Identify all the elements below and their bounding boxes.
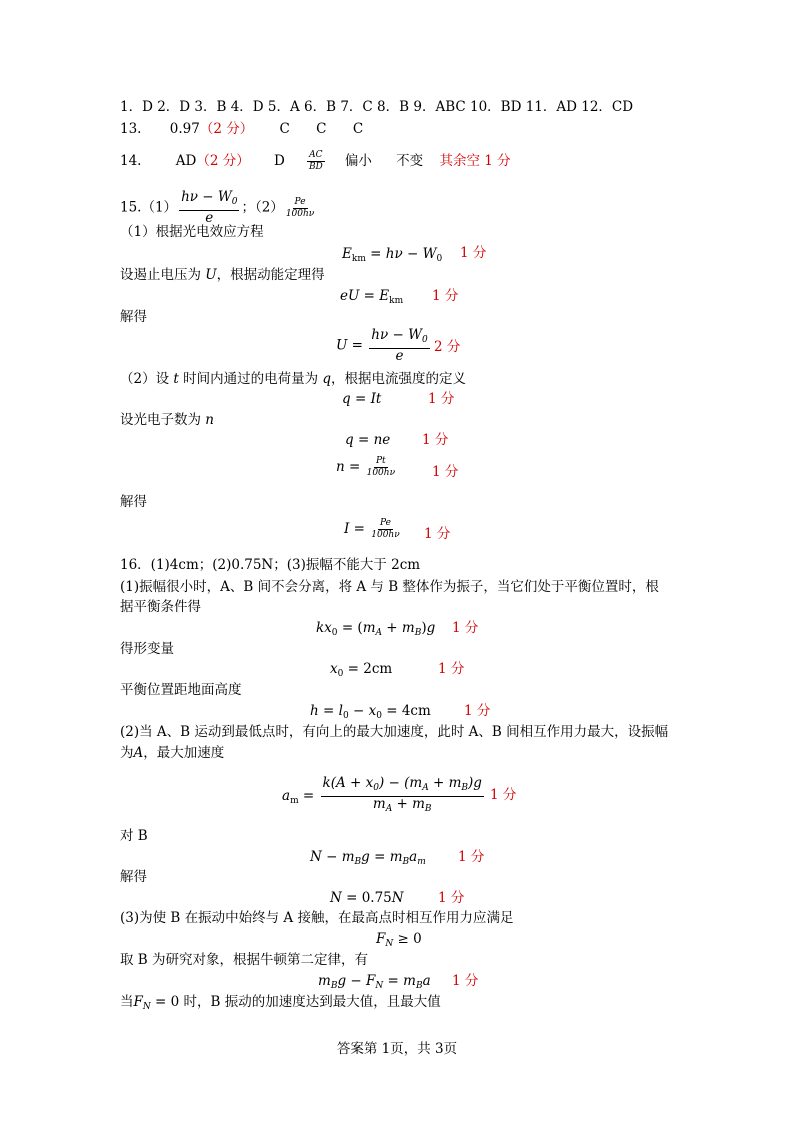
q15-eq6: n = $\frac{Pt}{100h\nu}$ xyxy=(336,456,396,478)
q15-score-2: 1 分 xyxy=(432,288,459,304)
q13-line xyxy=(120,120,363,138)
q16-p2: 得形变量 xyxy=(120,641,174,657)
q14-answer-4: 不变 xyxy=(396,153,424,169)
q15-p2: 设遏止电压为 U，根据动能定理得 xyxy=(120,267,325,283)
q15-p3: 解得 xyxy=(120,309,147,325)
q16-eq8: $m_Bg - F_N = m_Ba$ xyxy=(318,973,431,991)
q15-eq1: $E_{km} = h\nu - W_0$ xyxy=(342,246,443,264)
q16-p5: 对 B xyxy=(120,828,148,844)
q16-score-8: 1 分 xyxy=(452,973,479,989)
q15-p1: （1）根据光电效应方程 xyxy=(120,224,264,240)
q15-head-frac-1: $\frac{h\nu - W_0}{e}$ xyxy=(181,189,238,226)
q13-score: （2 分） xyxy=(199,121,254,137)
q16-score-1: 1 分 xyxy=(452,620,479,636)
q16-p4b: 为A，最大加速度 xyxy=(120,745,225,761)
q15-head-prefix: 15.（1） xyxy=(120,199,178,216)
q14-fraction xyxy=(307,150,324,173)
q16-score-2: 1 分 xyxy=(438,661,465,677)
q15-score-7: 1 分 xyxy=(424,526,451,542)
q14-answer-2: D xyxy=(274,153,285,169)
q15-eq4: q = It xyxy=(342,391,382,407)
q13-answer: 0.97 xyxy=(169,121,200,137)
q15-score-1: 1 分 xyxy=(460,245,487,261)
q15-head-frac-2: $\frac{Pe}{100h\nu}$ xyxy=(285,196,315,219)
q16-score-3: 1 分 xyxy=(464,703,491,719)
q14-label: 14. xyxy=(120,153,142,169)
q14-frac-den: BD xyxy=(308,162,323,172)
q16-score-5: 1 分 xyxy=(458,849,485,865)
q13-ans-3: C xyxy=(316,121,327,137)
q15-eq7: I = $\frac{Pe}{100h\nu}$ xyxy=(344,518,400,540)
q16-p3: 平衡位置距地面高度 xyxy=(120,682,242,698)
q16-score-4: 1 分 xyxy=(490,787,517,803)
q16-p1b: 据平衡条件得 xyxy=(120,599,201,615)
q16-p4: (2)当 A、B 运动到最低点时，有向上的最大加速度，此时 A、B 间相互作用力最大，设振幅 xyxy=(120,724,669,740)
q16-eq1: $kx_0 = (m_A + m_B)g$ xyxy=(316,620,436,638)
q16-eq5: $N - m_Bg = m_Ba_m$ xyxy=(310,849,426,867)
q16-score-6: 1 分 xyxy=(438,890,465,906)
q15-eq3: U = $\frac{h\nu - W_0}{e}$ xyxy=(336,327,428,364)
q16-eq4: $a_m$ = $\frac{k(A + x_0) - (m_A + m_B)g}{m_A + m_B}$ xyxy=(282,775,482,814)
q16-p6: 解得 xyxy=(120,869,147,885)
q16-p8: 取 B 为研究对象，根据牛顿第二定律，有 xyxy=(120,952,369,968)
q16-eq7: $F_N \ge 0$ xyxy=(376,931,422,949)
q14-line xyxy=(120,150,511,173)
q14-answer-1: AD xyxy=(175,153,197,169)
q15-score-3: 2 分 xyxy=(434,339,461,355)
q15-score-6: 1 分 xyxy=(432,464,459,480)
q16-p1: (1)振幅很小时，A、B 间不会分离，将 A 与 B 整体作为振子，当它们处于平衡位置时，根 xyxy=(120,579,659,595)
q15-p4: （2）设 t 时间内通过的电荷量为 q，根据电流强度的定义 xyxy=(120,371,467,387)
q14-frac-num: AC xyxy=(309,150,323,160)
q14-score: （2 分） xyxy=(196,153,250,169)
q14-note: 其余空 1 分 xyxy=(439,153,511,169)
q15-p6: 解得 xyxy=(120,494,147,510)
q16-p7: (3)为使 B 在振动中始终与 A 接触，在最高点时相互作用力应满足 xyxy=(120,910,514,926)
q15-head-sep: ；（2） xyxy=(241,199,284,216)
q15-eq2: eU = $E_{km}$ xyxy=(340,288,404,306)
q16-eq6: N = 0.75N xyxy=(330,890,404,906)
q13-ans-2: C xyxy=(279,121,290,137)
answers-line: 1．D 2．D 3．B 4．D 5．A 6．B 7．C 8．B 9．ABC 10．BD 11．AD 12．CD xyxy=(120,99,634,115)
q13-ans-4: C xyxy=(352,121,364,137)
q16-eq2: $x_0 = 2cm$ xyxy=(330,661,393,679)
q15-head xyxy=(120,190,316,226)
q16-eq3: $h = l_0 - x_0 = 4cm$ xyxy=(310,703,431,721)
q15-score-5: 1 分 xyxy=(422,432,449,448)
q15-p5: 设光电子数为 n xyxy=(120,412,214,428)
q15-eq5: q = ne xyxy=(345,432,391,448)
q13-label: 13. xyxy=(120,121,142,137)
q16-p9: 当$F_N = 0$ 时，B 振动的加速度达到最大值，且最大值 xyxy=(120,994,441,1012)
q16-head: 16．(1)4cm；(2)0.75N；(3)振幅不能大于 2cm xyxy=(120,557,421,573)
q15-score-4: 1 分 xyxy=(428,391,455,407)
page-footer: 答案第 1页，共 3页 xyxy=(336,1041,458,1057)
q14-answer-3: 偏小 xyxy=(344,153,372,169)
